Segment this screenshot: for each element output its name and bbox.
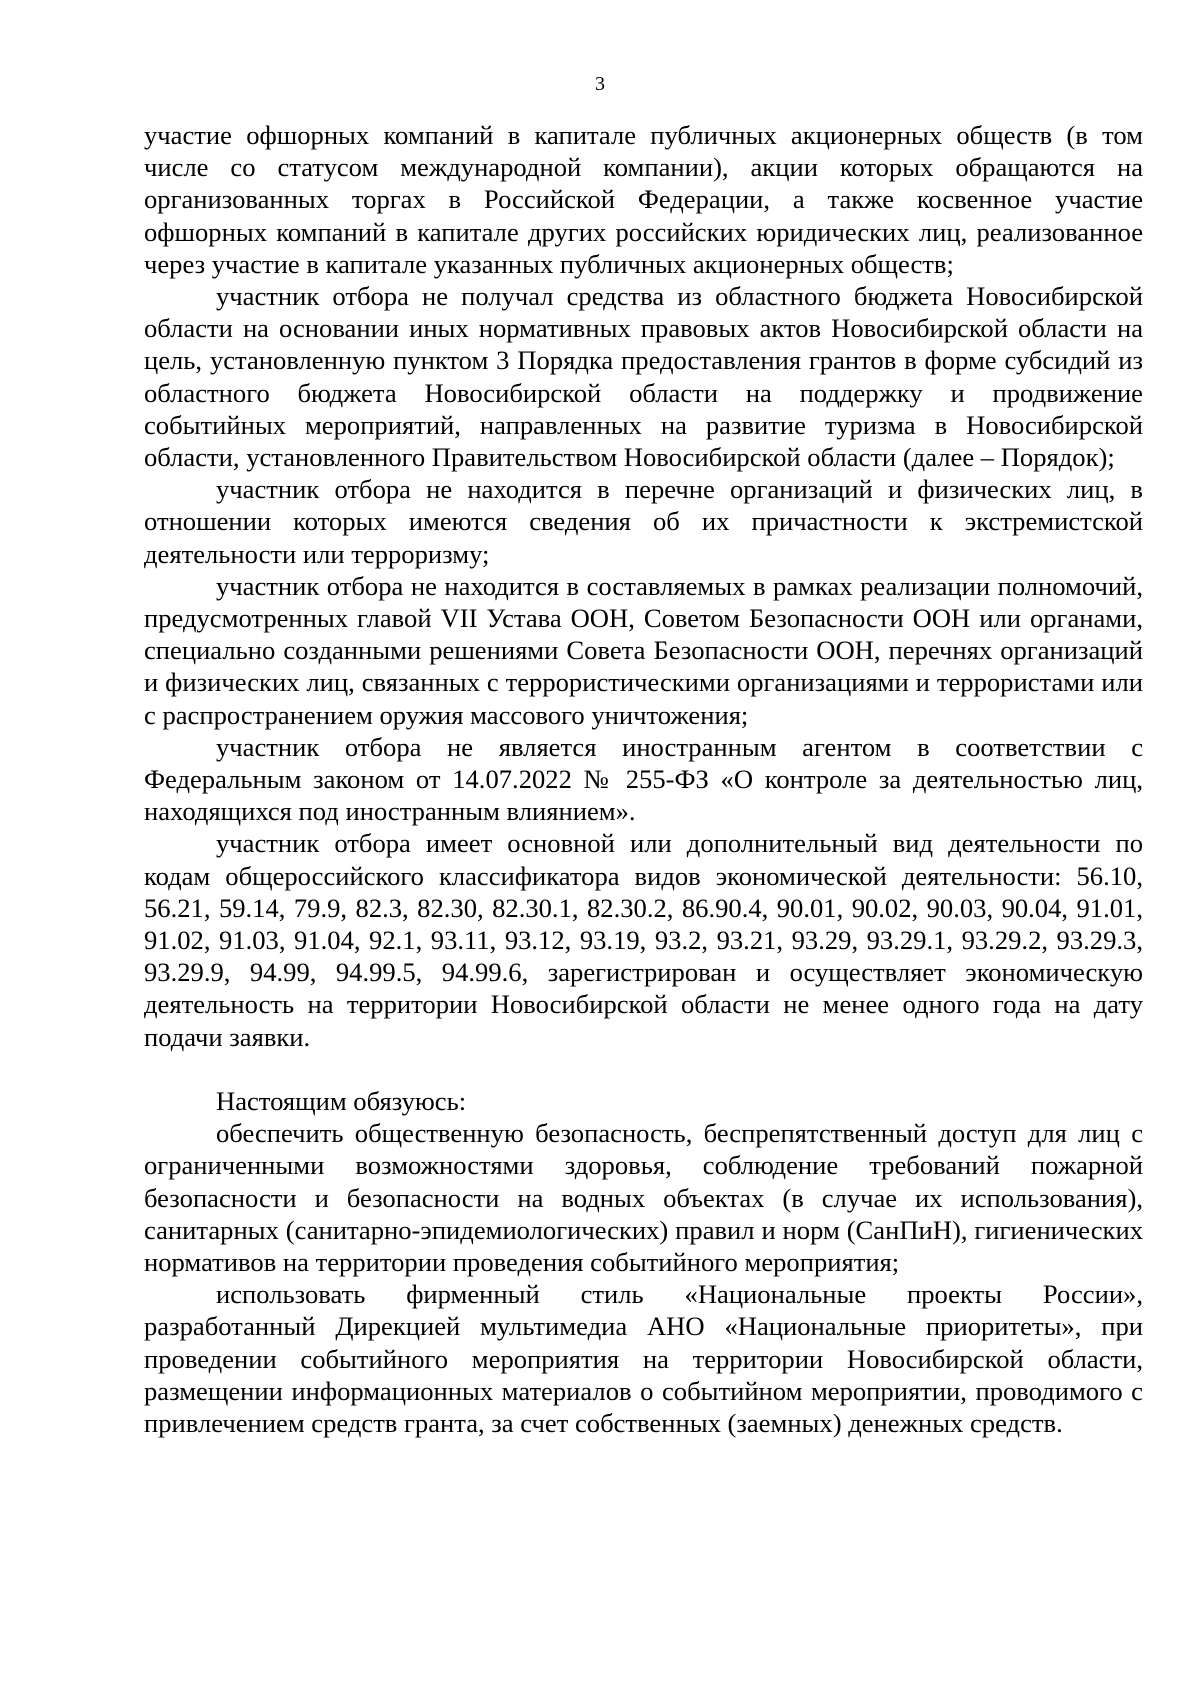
obligation-public-safety: обеспечить общественную безопасность, беспрепятственный доступ для лиц с ограниченными возможностями здоровья, соблюдение требований пожарной безопасности и безопасности на водных объектах (в случае их использования), санитарных (санитарно-эпидемиологических) правил и норм (СанПиН), гигиенических нормативов на территории проведения событийного мероприятия; (144, 1118, 1143, 1277)
paragraph-okved-activity-codes: участник отбора имеет основной или дополнительный вид деятельности по кодам общероссийского классификатора видов экономической деятельности: 56.10, 56.21, 59.14, 79.9, 82.3, 82.30, 82.30.1, 82.30.2, 86.90.4, 90.01, 90.02, 90.03, 90.04, 91.01, 91.02, 91.03, 91.04, 92.1, 93.11, 93.12, 93.19, 93.2, 93.21, 93.29, 93.29.1, 93.29.2, 93.29.3, 93.29.9, 94.99, 94.99.5, 94.99.6, зарегистрирован и осуществляет экономическую деятельность на территории Новосибирской области не менее одного года на дату подачи заявки. (144, 828, 1143, 1052)
paragraph-offshore-participation: участие офшорных компаний в капитале публичных акционерных обществ (в том числе со статусом международной компании), акции которых обращаются на организованных торгах в Российской Федерации, а также косвенное участие офшорных компаний в капитале других российских юридических лиц, реализованное через участие в капитале указанных публичных акционерных обществ; (144, 120, 1143, 279)
paragraph-not-in-un-sanctions-list: участник отбора не находится в составляемых в рамках реализации полномочий, предусмотренных главой VII Устава ООН, Советом Безопасности ООН или органами, специально созданными решениями Совета Безопасности ООН, перечнях организаций и физических лиц, связанных с террористическими организациями и террористами или с распространением оружия массового уничтожения; (144, 570, 1143, 730)
obligations-heading: Настоящим обязуюсь: (216, 1085, 467, 1116)
page-number: 3 (595, 73, 605, 95)
paragraph-not-foreign-agent: участник отбора не является иностранным агентом в соответствии с Федеральным законом от 14.07.2022 № 255-ФЗ «О контроле за деятельностью лиц, находящихся под иностранным влиянием». (144, 731, 1143, 827)
obligation-corporate-style: использовать фирменный стиль «Национальные проекты России», разработанный Дирекцией мультимедиа АНО «Национальные приоритеты», при проведении событийного мероприятия на территории Новосибирской области, размещении информационных материалов о событийном мероприятии, проводимого с привлечением средств гранта, за счет собственных (заемных) денежных средств. (144, 1279, 1143, 1438)
paragraph-not-in-extremism-list: участник отбора не находится в перечне организаций и физических лиц, в отношении которых имеются сведения об их причастности к экстремистской деятельности или терроризму; (144, 474, 1143, 569)
document-body (144, 119, 1143, 1439)
paragraph-no-regional-budget-funds: участник отбора не получал средства из областного бюджета Новосибирской области на основании иных нормативных правовых актов Новосибирской области на цель, установленную пунктом 3 Порядка предоставления грантов в форме субсидий из областного бюджета Новосибирской области на поддержку и продвижение событийных мероприятий, направленных на развитие туризма в Новосибирской области, установленного Правительством Новосибирской области (далее – Порядок); (144, 281, 1143, 473)
